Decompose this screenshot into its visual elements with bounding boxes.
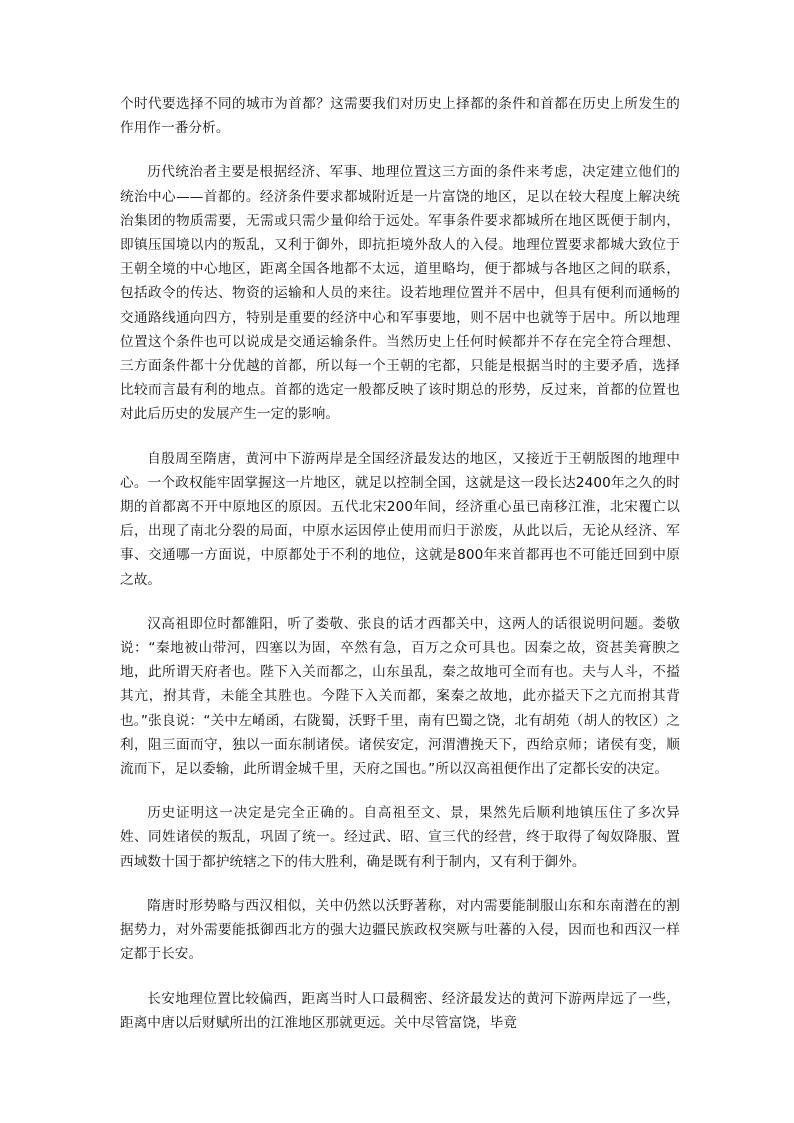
paragraph-continuation: 个时代要选择不同的城市为首都？这需要我们对历史上择都的条件和首都在历史上所发生的作用作一番分析。 xyxy=(120,96,680,137)
document-page xyxy=(120,92,680,1055)
paragraph-capital-conditions: 历代统治者主要是根据经济、军事、地理位置这三方面的条件来考虑，决定建立他们的统治中心——首都的。经济条件要求都城附近是一片富饶的地区，足以在较大程度上解决统治集团的物质需要，无需或只需少量仰给于远处。军事条件要求都城所在地区既便于制内，即镇压国境以内的叛乱，又利于御外，即抗拒境外敌人的入侵。地理位置要求都城大致位于王朝全境的中心地区，距离全国各地都不太远，道里略均，便于都城与各地区之间的联系，包括政令的传达、物资的运输和人员的来往。设若地理位置并不居中，但具有便利而通畅的交通路线通向四方，特别是重要的经济中心和军事要地，则不居中也就等于居中。所以地理位置这个条件也可以说成是交通运输条件。当然历史上任何时候都并不存在完全符合理想、三方面条件都十分优越的首都，所以每一个王朝的宅都，只能是根据当时的主要矛盾，选择比较而言最有利的地点。首都的选定一般都反映了该时期总的形势，反过来，首都的位置也对此后历史的发展产生一定的影响。 xyxy=(120,164,680,423)
paragraph-central-plains: 自殷周至隋唐，黄河中下游两岸是全国经济最发达的地区，又接近于王朝版图的地理中心。一个政权能牢固掌握这一片地区，就足以控制全国，这就是这一段长达2400年之久的时期的首都离不开中原地区的原因。五代北宋200年间，经济重心虽已南移江淮，北宋覆亡以后，出现了南北分裂的局面，中原水运因停止使用而归于淤废，从此以后，无论从经济、军事、交通哪一方面说，中原都处于不利的地位，这就是800年来首都再也不可能迁回到中原之故。 xyxy=(120,450,680,588)
paragraph-han-gaozu: 汉高祖即位时都雒阳，听了娄敬、张良的话才西都关中，这两人的话很说明问题。娄敬说：“秦地被山带河，四塞以为固，卒然有急，百万之众可具也。因秦之故，资甚美膏腴之地，此所谓天府者也。陛下入关而都之，山东虽乱，秦之故地可全而有也。夫与人斗，不搤其亢，拊其背，未能全其胜也。今陛下入关而都，案秦之故地，此亦搤天下之亢而拊其背也。”张良说：“关中左崤函，右陇蜀，沃野千里，南有巴蜀之饶，北有胡苑（胡人的牧区）之利，阻三面而守，独以一面东制诸侯。诸侯安定，河渭漕挽天下，西给京师；诸侯有变，顺流而下，足以委输，此所谓金城千里，天府之国也。”所以汉高祖便作出了定都长安的决定。 xyxy=(120,615,680,778)
paragraph-changan-location: 长安地理位置比较偏西，距离当时人口最稠密、经济最发达的黄河下游两岸远了一些，距离中唐以后财赋所出的江淮地区那就更远。关中尽管富饶，毕竟 xyxy=(120,990,680,1031)
paragraph-history-proof: 历史证明这一决定是完全正确的。自高祖至文、景，果然先后顺利地镇压住了多次异姓、同姓诸侯的叛乱，巩固了统一。经过武、昭、宣三代的经营，终于取得了匈奴降服、置西域数十国于都护统辖之下的伟大胜利，确是既有利于制内，又有利于御外。 xyxy=(120,805,680,870)
paragraph-sui-tang: 隋唐时形势略与西汉相似，关中仍然以沃野著称，对内需要能制服山东和东南潜在的割据势力，对外需要能抵御西北方的强大边疆民族政权突厥与吐蕃的入侵，因而也和西汉一样定都于长安。 xyxy=(120,897,680,963)
